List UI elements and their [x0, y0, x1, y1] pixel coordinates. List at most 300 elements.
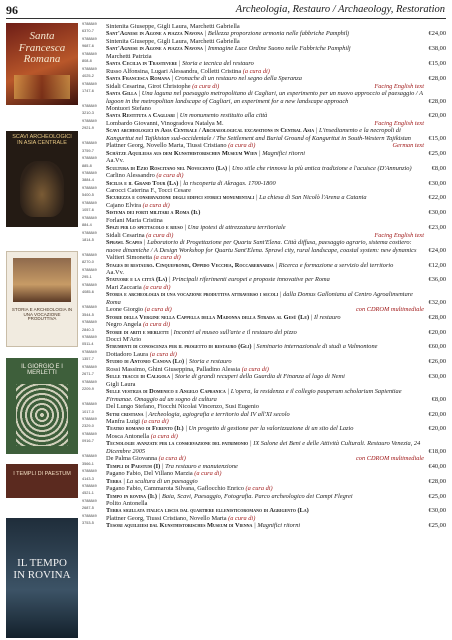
editor-note: (a cura di) [149, 432, 178, 440]
isbn-suffix: 6370-7 [82, 29, 94, 34]
isbn-prefix: 9788849 [82, 379, 97, 384]
editor-note: (a cura di) [190, 82, 220, 90]
isbn-suffix: 3753-5 [82, 521, 94, 526]
catalog-entry [82, 381, 446, 403]
entry-title-line [106, 440, 424, 455]
isbn-suffix: 808-8 [82, 59, 92, 64]
author-names: Gigli Laura [106, 380, 136, 388]
book-subtitle: | Storia e restauro [184, 358, 232, 366]
entry-title-line [106, 127, 424, 142]
book-subtitle: | Bellezza proporzione armonia nelle fabbriche Pamphilj [202, 30, 350, 38]
author-names: Sintenita Giuseppe, Gigli Laura, Marchetti Gabriella [106, 23, 240, 30]
author-names: Pagano Fabio, Del Villano Marzia [106, 470, 193, 478]
isbn-suffix: 885-8 [82, 163, 92, 168]
book-subtitle: | Laboratorio di Progettazione per Quartu Sant'Elena. Città diffusa, paesaggio agrario, sistema costiero: nuove dinamiche / A Design Workshop for Quartu Sant'Elena. Sprawl city, rural landscape, coastal system: new dynamics [106, 239, 417, 254]
author-names: Dottadoro Laura [106, 350, 149, 358]
editor-note: (a cura di) [141, 321, 171, 329]
entry-authors [106, 366, 424, 373]
isbn-prefix: 9788849 [82, 454, 97, 459]
isbn-prefix: 9788849 [82, 118, 97, 123]
header-rule [6, 18, 446, 19]
entry-title-line [106, 388, 424, 403]
price: €28,00 [428, 477, 446, 485]
isbn-suffix: 3544-5 [82, 312, 94, 317]
isbn-code [82, 381, 104, 392]
entry-title-line [106, 291, 424, 306]
isbn-code [82, 217, 104, 228]
book-title: Tesori aquileiesi dal Kunsthistorisches Museum di Vienna [106, 522, 253, 530]
fresco-image [14, 75, 70, 99]
book-title: Sant'Agnese in Agone a piazza Navona [106, 30, 203, 38]
catalog-entry [82, 217, 446, 232]
isbn-suffix: 1814-5 [82, 238, 94, 243]
author-names: Mari Zaccaria [106, 283, 142, 291]
entry-title-line [106, 165, 424, 172]
isbn-prefix: 9788849 [82, 103, 97, 108]
entry-title-line [106, 224, 424, 231]
author-names: Forlani Maria Cristina [106, 216, 163, 224]
cover-title-line: Romana [23, 53, 61, 66]
isbn-code [82, 433, 104, 444]
price: €20,00 [428, 112, 446, 120]
isbn-code [82, 515, 104, 526]
editor-note: (a cura di) [226, 142, 256, 150]
book-subtitle: | IX Salone dei Beni e delle Attività Culturali. Restauro Venezia, 24 Dicembre 2005 [106, 440, 421, 455]
book-subtitle: | Una ipotesi di attrezzatura territoriale [182, 224, 286, 232]
isbn-suffix: 295-1 [82, 275, 92, 280]
isbn-suffix: 5400-5 [82, 193, 94, 198]
price: €15,00 [428, 134, 446, 142]
book-title: Studio di Antonio Canova (Lo) [106, 358, 185, 366]
catalog-entry [82, 254, 446, 269]
book-subtitle: | Principali riferimenti europei e proposte innovative per Roma [167, 276, 330, 284]
entry-title-line [106, 507, 424, 514]
isbn-prefix: 9788849 [82, 402, 97, 407]
isbn-prefix: 9788849 [82, 320, 97, 325]
isbn-prefix: 9788849 [82, 431, 97, 436]
catalog-entry [82, 485, 446, 500]
price: €25,00 [428, 522, 446, 530]
price: €30,00 [428, 507, 446, 515]
cover-templi-paestum [6, 464, 78, 498]
price: €25,00 [428, 149, 446, 157]
book-title: Sistema dei forti militari a Roma (Il) [106, 209, 201, 217]
isbn-suffix: 3210-3 [82, 111, 94, 116]
cover-title: IL TEMPO IN ROVINA [13, 557, 71, 581]
book-title: Terra [106, 477, 122, 485]
author-names: Russo Alfonsina, Lugari Alessandra, Colletti Cristina [106, 67, 242, 75]
entry-authors [106, 351, 424, 358]
book-title: Santa Restituta a Cagliari [106, 112, 175, 120]
editor-note: (a cura di) [157, 455, 186, 463]
running-title: Archeologia, Restauro / Archaeology, Restoration [235, 4, 445, 15]
catalog-entry [82, 202, 446, 217]
isbn-suffix: 884-4 [82, 223, 92, 228]
book-title: Santa Cecilia in Trastevere [106, 60, 178, 68]
entry-title-line [106, 262, 424, 269]
author-names: Cajano Elvira [106, 201, 142, 209]
entry-title-line [106, 358, 424, 365]
author-names: Rossi Massimo, Ghini Giuseppina, Palladino Alessia [106, 365, 241, 373]
price: €20,00 [428, 328, 446, 336]
isbn-code [82, 336, 104, 347]
catalog-entry [82, 306, 446, 321]
price: €15,00 [428, 60, 446, 68]
edition-note: Facing English text [374, 82, 424, 90]
book-title: Sutri cristiana [106, 410, 144, 418]
isbn-prefix: 9788849 [82, 484, 97, 489]
book-title: Tecnologie avanzate per la conservazione del patrimonio [106, 440, 249, 448]
book-title: Tempo in rovina (Il) [106, 492, 158, 500]
isbn-code [82, 254, 104, 265]
book-subtitle: | Una laguna nel paesaggio metropolitano di Cagliari, un esperimento per un nuovo approccio al paesaggio / A lagoon in the metropolitan landscape of Cagliari, an experiment for a new landscape approach [106, 90, 423, 105]
price: €24,00 [428, 30, 446, 38]
catalog-entry [82, 336, 446, 351]
book-title: Sicurezza e conservazione degli edifici storici monumentali [106, 194, 255, 202]
entry-authors [106, 217, 424, 224]
price: €38,00 [428, 45, 446, 53]
price: €26,00 [428, 358, 446, 366]
isbn-prefix: 9788849 [82, 364, 97, 369]
isbn-suffix: 3759-7 [82, 148, 94, 153]
entry-authors [106, 321, 424, 328]
isbn-prefix: 9788849 [82, 267, 97, 272]
isbn-code [82, 142, 104, 153]
edition-note: German text [392, 142, 424, 150]
author-names: Valtieri Simonetta [106, 254, 152, 262]
book-subtitle: | Ricerca e formazione a servizio del territorio [273, 261, 394, 269]
book-subtitle: | L'opera, la residenza e il collegio pauperum scholarium Sapientiae Firmanae. Omaggio ad un sogno di cultura [106, 388, 402, 403]
author-names: Sintenita Giuseppe, Gigli Laura, Marchetti Gabriella [106, 37, 240, 45]
book-subtitle: | Uno stile che rinnova la più antica tradizione e l'acuisce (D'Annunzio) [227, 164, 412, 172]
price: €32,00 [428, 298, 446, 306]
isbn-prefix: 9788849 [82, 156, 97, 161]
book-subtitle: | Baia, Scavi, Paesaggio, Fotografia. Parco archeologico dei Campi Flegrei [157, 492, 353, 500]
edition-note: con CDROM multimediale [355, 455, 424, 463]
isbn-code [82, 53, 104, 64]
book-subtitle: | Un monumento restituito alla città [174, 112, 268, 120]
book-title: Sulle vestigia di Domenico e Angelo Capranica [106, 388, 226, 396]
cover-giorgio-merletti [6, 358, 78, 454]
cover-santa-francesca-romana [6, 23, 78, 105]
price: €25,00 [428, 492, 446, 500]
catalog-entry [82, 470, 446, 485]
entry-authors [106, 187, 424, 194]
isbn-code [82, 321, 104, 332]
edition-note: Facing English text [374, 231, 424, 239]
catalog-entry [82, 269, 446, 284]
book-title: Spazi per lo spettacolo e riuso [106, 224, 183, 232]
book-subtitle: | Immagine Luce Ordine Suono nelle Fabbriche Pamphilj [202, 45, 351, 53]
editor-note: (a cura di) [151, 254, 181, 262]
entry-title-line [106, 343, 424, 350]
cover-title: I TEMPLI DI PAESTUM [13, 471, 71, 477]
isbn-prefix: 9788849 [82, 185, 97, 190]
entry-authors [106, 485, 424, 492]
author-names: Sidali Cesarina, Girot Christophe [106, 82, 191, 90]
isbn-prefix: 9788849 [82, 469, 97, 474]
isbn-suffix: 2209-9 [82, 387, 94, 392]
entry-authors [106, 433, 424, 440]
entry-title-line [106, 522, 424, 529]
isbn-code [82, 157, 104, 168]
price: €20,00 [428, 425, 446, 433]
cover-title-line: SCAVI ARCHEOLOGICI [12, 134, 72, 140]
book-title: Sprawl Scapes [106, 239, 143, 247]
isbn-suffix: 2329-0 [82, 424, 94, 429]
book-subtitle: | Seminario internazionale di studi a Valmontone [251, 343, 378, 351]
entry-title-line [106, 209, 424, 216]
price: €30,00 [428, 179, 446, 187]
isbn-prefix: 9788849 [82, 51, 97, 56]
author-names: Plattner Georg, Novello Marta, Tiussi Cristiano [106, 142, 227, 150]
author-names: Sidali Cesarina [106, 231, 145, 239]
isbn-code [82, 306, 104, 317]
isbn-suffix: 1747-6 [82, 89, 94, 94]
isbn-prefix: 9788849 [82, 215, 97, 220]
isbn-prefix: 9788849 [82, 253, 97, 258]
price: €28,00 [428, 97, 446, 105]
editor-note: (a cura di) [241, 67, 270, 75]
price: €8,00 [431, 395, 446, 403]
catalog-entry [82, 68, 446, 83]
book-title: Sulle tracce di Caligola [106, 373, 170, 381]
author-names: Aa.Vv. [106, 268, 124, 276]
entry-authors [106, 105, 424, 112]
entry-title-line [106, 276, 424, 283]
isbn-prefix: 9788849 [82, 499, 97, 503]
isbn-code [82, 83, 104, 94]
cover-scavi-asia-centrale [6, 131, 78, 227]
isbn-code [82, 38, 104, 49]
catalog-entry [82, 403, 446, 418]
isbn-suffix: 1017-0 [82, 409, 94, 414]
book-subtitle: | Magnifici ritorni [252, 522, 301, 530]
cover-title: IL GIORGIO E I MERLETTI [21, 364, 63, 377]
book-title: Sicilia e il Grand Tour (La) [106, 179, 179, 187]
price: €28,00 [428, 313, 446, 321]
entry-authors [106, 172, 424, 179]
isbn-code [82, 470, 104, 481]
catalog-entry [82, 433, 446, 455]
entry-authors [106, 515, 424, 522]
catalog-entry [82, 500, 446, 515]
author-names: Carlino Alessandro [106, 172, 155, 180]
catalog-entry [82, 284, 446, 306]
cover-title-line: IN ASIA CENTRALE [17, 139, 67, 146]
book-title: Schätze Aquileias aus dem Kunsthistorischen Museum Wien [106, 149, 258, 157]
entry-authors [106, 500, 424, 507]
isbn-prefix: 9788849 [82, 36, 97, 41]
editor-note: (a cura di) [240, 365, 269, 373]
entry-title-line [106, 329, 424, 336]
price: €20,00 [428, 410, 446, 418]
author-names: Marchetti Patrizia [106, 52, 152, 60]
isbn-suffix: 4025-2 [82, 74, 94, 79]
editor-note: (a cura di) [243, 485, 273, 493]
author-names: Plattner Georg, Tiussi Cristiano, Novello Marta [106, 514, 227, 522]
author-names: Carocci Caterina F., Tocci Cesare [106, 186, 191, 194]
catalog-entry [82, 172, 446, 187]
entry-authors [106, 418, 424, 425]
catalog-entry [82, 120, 446, 142]
isbn-suffix: 2671-7 [82, 372, 94, 377]
author-names: Negro Angela [106, 321, 142, 329]
entry-title-line [106, 314, 424, 321]
book-subtitle: | Storia e tecnica del restauro [177, 60, 254, 68]
lace-image [16, 384, 68, 446]
isbn-prefix: 9788849 [82, 305, 97, 310]
cover-tempo-in-rovina [6, 518, 78, 638]
price: €24,00 [428, 246, 446, 254]
author-names: Pagano Fabio, Cammarota Silvana, Gaflocchio Enrico [106, 485, 244, 493]
edition-note: Facing English text [374, 119, 424, 127]
entry-title-line [106, 60, 424, 67]
isbn-prefix: 9788849 [82, 513, 97, 518]
book-title: Terra sigillata italica liscia dal quartiere ellenisticoromano di Agrigento (La) [106, 507, 309, 515]
catalog-entry [82, 83, 446, 105]
isbn-suffix: 1057-6 [82, 208, 94, 213]
book-title: Sant'Agnese in Agone a piazza Navona [106, 45, 203, 53]
isbn-suffix: 1357-7 [82, 357, 94, 362]
isbn-suffix: 2840-3 [82, 327, 94, 332]
entry-title-line [106, 30, 424, 37]
entry-authors [106, 403, 424, 410]
isbn-prefix: 9788849 [82, 66, 97, 71]
entry-title-line [106, 194, 424, 201]
cover-title: STORIA E ARCHEOLOGIA IN UNA VOCAZIONE PRODUTTIVA [11, 307, 73, 322]
isbn-suffix: 8270-0 [82, 260, 94, 265]
isbn-suffix: 0511-4 [82, 342, 94, 347]
author-names: Aa.Vv. [106, 157, 124, 165]
book-title: Scultura di Ezio Roscitano nel Novecento (La) [106, 164, 228, 172]
book-title: Scavi archeologici in Asia Centrale / Archaeological excavations in Central Asia [106, 127, 315, 135]
author-names: Del Lungo Stefano, Fiocchi Nicolai Vincenzo, Susi Eugenio [106, 403, 259, 411]
isbn-suffix: 3884-4 [82, 178, 94, 183]
isbn-code [82, 187, 104, 198]
editor-note: (a cura di) [144, 231, 174, 239]
author-names: Polito Antonella [106, 500, 148, 507]
isbn-prefix: 9788849 [82, 417, 97, 422]
isbn-code [82, 403, 104, 414]
book-subtitle: | La chiesa di San Nicolò l'Arena a Catania [254, 194, 367, 202]
entry-title-line [106, 411, 424, 418]
book-title: Storie della Vergine nella Cappella della Madonna della Strada al Gesù (Le) [106, 313, 310, 321]
isbn-prefix: 9788849 [82, 230, 97, 235]
catalog-entry [82, 142, 446, 157]
entry-authors [106, 336, 424, 343]
catalog-entries [82, 23, 446, 530]
price: €40,00 [428, 462, 446, 470]
book-subtitle: | dalla Domus Gallonianu al Centro Agroalimentare Roma [106, 291, 413, 306]
isbn-code [82, 105, 104, 116]
author-names: Docci M'Ario [106, 336, 142, 344]
editor-note: (a cura di) [226, 514, 256, 522]
cover-storia-archeologia [6, 251, 78, 347]
entry-title-line [106, 425, 424, 432]
entry-authors [106, 202, 424, 209]
entry-title-line [106, 112, 424, 119]
entry-authors [106, 23, 424, 30]
entry-authors [106, 254, 424, 261]
author-names: Montuori Stefano [106, 104, 151, 112]
price: €23,00 [428, 224, 446, 232]
isbn-code [82, 366, 104, 377]
catalog-entry [82, 351, 446, 366]
catalog-entry [82, 38, 446, 53]
book-title: Strumenti di conoscenza per il progetto di restauro (Gli) [106, 343, 252, 351]
isbn-prefix: 9788849 [82, 349, 97, 354]
catalog-entry [82, 515, 446, 530]
vase-image [20, 161, 64, 217]
editor-note: (a cura di) [143, 306, 172, 314]
catalog-entry [82, 232, 446, 254]
book-subtitle: | Storie di grandi recuperi della Guardia di Finanza al lago di Nemi [170, 373, 345, 381]
price: €60,00 [428, 343, 446, 351]
book-title: Santa Francesca Romana [106, 75, 170, 83]
entry-authors [106, 53, 424, 60]
entry-title-line [106, 463, 424, 470]
book-subtitle: | Archeologia, agiografia e territorio dal IV all'XI secolo [143, 410, 290, 418]
catalog-entry [82, 321, 446, 336]
catalog-entry [82, 418, 446, 433]
editor-note: (a cura di) [141, 283, 171, 291]
book-subtitle: | L'insediamento e la necropoli di Kangurttut nel Tajikistan sud-occidentale / The Settlement and Burial Ground of Kangurttut in South-Western Tajikistan [106, 127, 411, 142]
isbn-code [82, 232, 104, 243]
entry-authors [106, 38, 424, 45]
entry-authors [106, 157, 424, 164]
author-names: Manfra Luigi [106, 418, 140, 426]
editor-note: (a cura di) [140, 418, 169, 426]
entry-authors [106, 142, 424, 149]
book-subtitle: | la riscoperta di Akragas. 1700-1800 [178, 179, 276, 187]
page-number: 96 [6, 3, 18, 17]
editor-note: (a cura di) [141, 201, 170, 209]
book-subtitle: | Un progetto di gestione per la valorizzazione di un sito del Lazio [183, 425, 354, 433]
isbn-suffix: 4521-1 [82, 491, 94, 496]
price: €30,00 [428, 209, 446, 217]
book-subtitle: | Magnifici ritorni [257, 149, 306, 157]
isbn-prefix: 9788849 [82, 282, 97, 287]
catalog-entry [82, 53, 446, 68]
cover-title-line: Santa [29, 30, 55, 42]
catalog-entry [82, 187, 446, 202]
isbn-code [82, 68, 104, 79]
book-subtitle: | Incontri al museo sull'arte e il restauro del pizzo [168, 328, 297, 336]
entry-title-line [106, 45, 424, 52]
entry-title-line [106, 180, 424, 187]
price: €18,00 [428, 447, 446, 455]
author-names: De Palma Giovanna [106, 455, 158, 463]
isbn-suffix: 9687-6 [82, 44, 94, 49]
book-title: Templi di Paestum (I) [106, 462, 161, 470]
isbn-code [82, 485, 104, 496]
isbn-code [82, 500, 104, 511]
book-subtitle: | Tra restauro e manutenzione [160, 462, 238, 470]
book-title: Stages di restauro. Cinquefrondi, Oppido Vecchia, Roccabernarda [106, 261, 274, 269]
isbn-code [82, 351, 104, 362]
isbn-code [82, 202, 104, 213]
entry-authors [106, 470, 424, 477]
isbn-prefix: 9788849 [82, 141, 97, 146]
catalog-entry [82, 23, 446, 38]
entry-title-line [106, 478, 424, 485]
price: €22,00 [428, 194, 446, 202]
isbn-code [82, 23, 104, 34]
page-header [0, 0, 452, 20]
author-names: Leone Giorgio [106, 306, 144, 314]
fresco-image [13, 258, 71, 302]
